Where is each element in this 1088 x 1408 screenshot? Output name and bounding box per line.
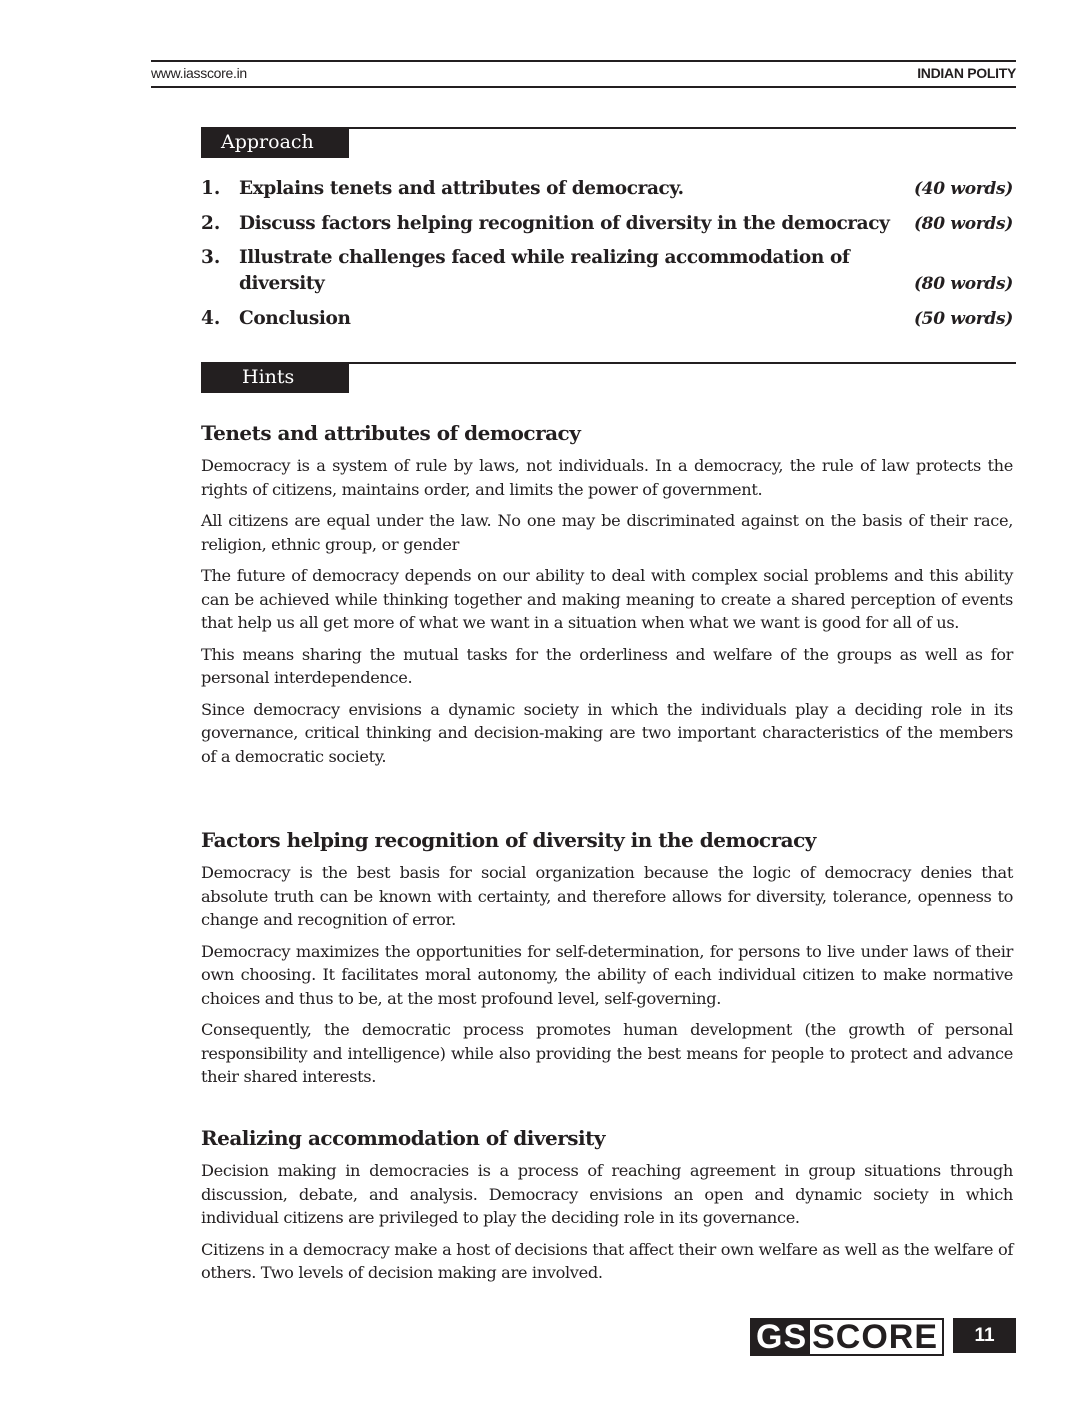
header-bottom-rule	[151, 86, 1016, 88]
approach-item	[201, 211, 1013, 237]
hint-section-accommodation	[201, 1124, 1013, 1285]
approach-tab-label: Approach	[201, 127, 349, 158]
paragraph: This means sharing the mutual tasks for the orderliness and welfare of the groups as well as for personal interdependence.	[201, 644, 1013, 687]
approach-item-number: 1.	[201, 178, 221, 199]
section-heading: Realizing accommodation of diversity	[201, 1126, 605, 1150]
hint-section-factors	[201, 826, 1013, 1089]
logo-score-part: SCORE	[810, 1320, 942, 1354]
logo-gs-part: GS	[752, 1320, 810, 1354]
paragraph: Consequently, the democratic process promotes human development (the growth of personal responsibility and intelligence) while also providing the best means for people to protect and advance their shared interests.	[201, 1020, 1013, 1086]
approach-item-number: 3.	[201, 247, 221, 268]
approach-list	[201, 176, 1013, 340]
paragraph: Since democracy envisions a dynamic society in which the individuals play a deciding role in its governance, critical thinking and decision-making are two important characteristics of the members of a democratic society.	[201, 699, 1013, 766]
section-heading: Tenets and attributes of democracy	[201, 421, 581, 445]
section-heading: Factors helping recognition of diversity in the democracy	[201, 828, 816, 852]
approach-item-text: Conclusion	[239, 307, 351, 329]
gsscore-logo	[750, 1318, 944, 1356]
page-number: 11	[953, 1318, 1016, 1353]
approach-item-word-count: (40 words)	[913, 179, 1013, 199]
paragraph: Citizens in a democracy make a host of decisions that affect their own welfare as well as the welfare of others. Two levels of decision making are involved.	[201, 1239, 1013, 1282]
paragraph: Democracy is a system of rule by laws, not individuals. In a democracy, the rule of law protects the rights of citizens, maintains order, and limits the power of government.	[201, 456, 1013, 499]
hint-section-tenets	[201, 419, 1013, 768]
approach-item-text: Discuss factors helping recognition of diversity in the democracy	[239, 212, 890, 234]
header-subject: INDIAN POLITY	[917, 65, 1016, 81]
section-rule	[349, 127, 1016, 129]
approach-item	[201, 306, 1013, 332]
paragraph: Decision making in democracies is a process of reaching agreement in group situations through discussion, debate, and analysis. Democracy envisions an open and dynamic society in which individual citizens are privileged to play the deciding role in its governance.	[201, 1161, 1013, 1227]
paragraph: The future of democracy depends on our ability to deal with complex social problems and this ability can be achieved while thinking together and making meaning to create a shared perception of events that help us all get more of what we want in a situation when what we want is good for all of us.	[201, 566, 1013, 632]
approach-item-word-count: (80 words)	[913, 274, 1013, 294]
header-top-rule	[151, 60, 1016, 62]
paragraph: All citizens are equal under the law. No one may be discriminated against on the basis of their race, religion, ethnic group, or gender	[201, 511, 1013, 554]
section-rule	[349, 362, 1016, 364]
hints-tab-label: Hints	[201, 362, 349, 393]
approach-item-word-count: (50 words)	[913, 308, 1013, 329]
paragraph: Democracy is the best basis for social organization because the logic of democracy denies that absolute truth can be known with certainty, and therefore allows for diversity, tolerance, openness to change and recognition of error.	[201, 863, 1013, 929]
approach-item-number: 2.	[201, 212, 221, 234]
approach-item	[201, 176, 1013, 202]
approach-item-word-count: (80 words)	[913, 213, 1013, 234]
header-url: www.iasscore.in	[151, 65, 247, 81]
approach-item-text: Explains tenets and attributes of democracy.	[239, 178, 684, 199]
approach-item-text: Illustrate challenges faced while realizing accommodation of diversity	[239, 247, 850, 294]
paragraph: Democracy maximizes the opportunities for self-determination, for persons to live under laws of their own choosing. It facilitates moral autonomy, the ability of each individual citizen to make normative choices and thus to be, at the most profound level, self-governing.	[201, 941, 1013, 1008]
approach-item-number: 4.	[201, 307, 221, 329]
approach-item	[201, 245, 1013, 297]
